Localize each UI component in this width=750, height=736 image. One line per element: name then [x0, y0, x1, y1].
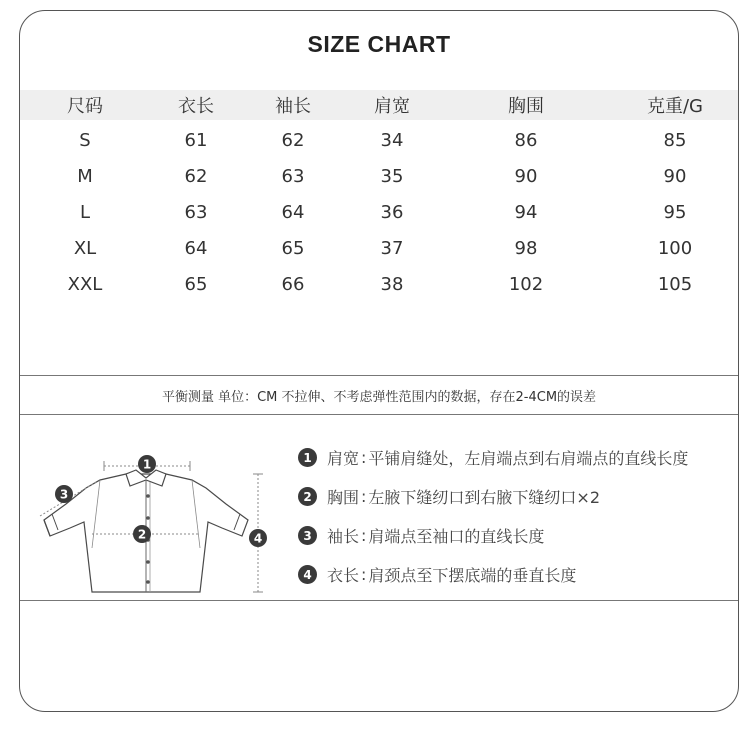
table-cell: 65	[281, 237, 305, 259]
legend-marker: 1	[298, 448, 317, 467]
legend-label: 衣长	[327, 566, 360, 585]
table-row	[20, 230, 738, 266]
table-cell: 98	[514, 237, 538, 259]
chart-title: SIZE CHART	[307, 31, 451, 57]
table-cell: 66	[281, 273, 305, 295]
svg-text:3: 3	[59, 487, 69, 502]
header-size: 尺码	[20, 90, 150, 120]
table-cell: 86	[514, 129, 538, 151]
legend-desc: 平铺肩缝处，左肩端点到右肩端点的直线长度	[368, 449, 689, 468]
shirt-button	[146, 494, 150, 498]
table-row	[20, 266, 738, 302]
table-cell: 34	[380, 129, 404, 151]
svg-text:1: 1	[142, 457, 152, 472]
header-sleeve: 袖长	[242, 90, 344, 120]
measurement-note	[20, 375, 738, 415]
size-table	[20, 90, 738, 302]
legend-item: 4 衣长 : 肩颈点至下摆底端的垂直长度	[298, 555, 688, 594]
table-cell: 37	[380, 237, 404, 259]
legend-marker: 2	[298, 487, 317, 506]
table-cell: 65	[184, 273, 208, 295]
measurement-section	[20, 414, 738, 601]
table-cell: 100	[657, 237, 693, 259]
svg-text:4: 4	[253, 531, 263, 546]
size-chart-card	[19, 10, 739, 712]
shirt-button	[146, 516, 150, 520]
header-chest: 胸围	[440, 90, 612, 120]
table-cell: XXL	[67, 273, 103, 295]
shirt-button	[146, 580, 150, 584]
table-cell: 94	[514, 201, 538, 223]
table-cell: M	[77, 165, 93, 187]
legend-desc: 左腋下缝纫口到右腋下缝纫口×2	[368, 488, 600, 507]
legend-marker: 4	[298, 565, 317, 584]
table-row	[20, 194, 738, 230]
table-cell: 38	[380, 273, 404, 295]
table-cell: 95	[663, 201, 687, 223]
header-weight: 克重/G	[612, 90, 738, 120]
legend-label: 肩宽	[327, 449, 360, 468]
header-shoulder: 肩宽	[344, 90, 440, 120]
table-row	[20, 158, 738, 194]
svg-text:2: 2	[137, 527, 147, 542]
table-cell: 62	[281, 129, 305, 151]
table-cell: L	[79, 201, 91, 223]
table-cell: 61	[184, 129, 208, 151]
shirt-button	[146, 560, 150, 564]
measurement-legend	[298, 438, 688, 594]
table-cell: 85	[663, 129, 687, 151]
table-cell: 90	[663, 165, 687, 187]
table-cell: 36	[380, 201, 404, 223]
header-length: 衣长	[150, 90, 242, 120]
legend-label: 袖长	[327, 527, 360, 546]
legend-item: 1 肩宽 : 平铺肩缝处，左肩端点到右肩端点的直线长度	[298, 438, 688, 477]
table-cell: 35	[380, 165, 404, 187]
table-cell: 64	[281, 201, 305, 223]
table-cell: 90	[514, 165, 538, 187]
table-header-row	[20, 90, 738, 120]
table-cell: S	[79, 129, 91, 151]
table-cell: 105	[657, 273, 693, 295]
legend-marker: 3	[298, 526, 317, 545]
note-text: 平衡测量 单位：CM 不拉伸、不考虑弹性范围内的数据，存在2-4CM的误差	[161, 389, 597, 405]
table-cell: 102	[508, 273, 544, 295]
legend-item: 2 胸围 : 左腋下缝纫口到右腋下缝纫口×2	[298, 477, 688, 516]
table-cell: 63	[184, 201, 208, 223]
legend-desc: 肩端点至袖口的直线长度	[368, 527, 545, 546]
table-cell: 64	[184, 237, 208, 259]
table-cell: XL	[73, 237, 97, 259]
table-row	[20, 120, 738, 158]
legend-desc: 肩颈点至下摆底端的垂直长度	[368, 566, 577, 585]
shirt-diagram	[26, 426, 276, 596]
legend-label: 胸围	[327, 488, 360, 507]
legend-item: 3 袖长 : 肩端点至袖口的直线长度	[298, 516, 688, 555]
table-cell: 63	[281, 165, 305, 187]
table-cell: 62	[184, 165, 208, 187]
